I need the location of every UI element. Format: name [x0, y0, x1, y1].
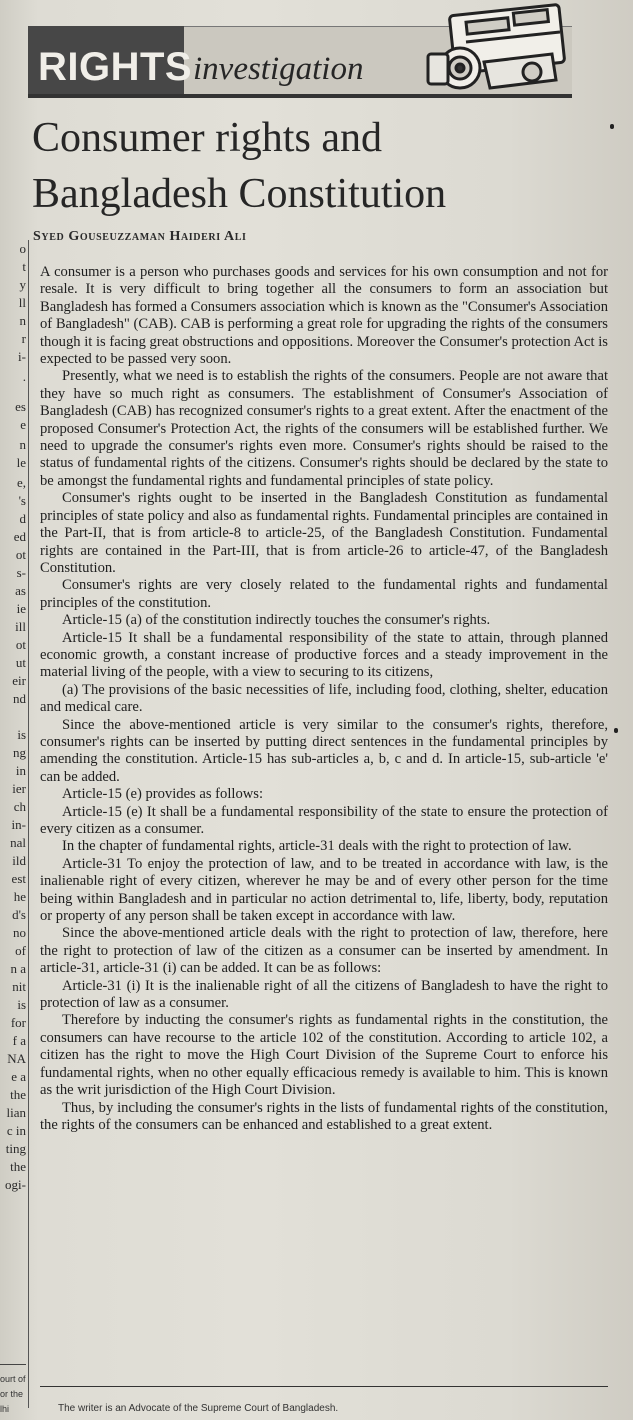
- author-byline: Syed Gouseuzzaman Haideri Ali: [33, 229, 247, 244]
- adjacent-column-fragment: ie: [16, 601, 26, 616]
- adjacent-column-fragment: the: [10, 1087, 26, 1102]
- adjacent-column-fragments: [0, 240, 26, 1420]
- adjacent-column-fragment: s-: [16, 565, 26, 580]
- adjacent-column-fragment: as: [15, 583, 26, 598]
- adjacent-column-fragment: ng: [13, 745, 26, 760]
- adjacent-column-fragment: f a: [12, 1033, 26, 1048]
- adjacent-column-fragment: is: [17, 727, 26, 742]
- adjacent-column-fragment: e a: [11, 1069, 26, 1084]
- adjacent-column-footer-rule: [0, 1364, 26, 1365]
- adjacent-column-fragment: lian: [6, 1105, 26, 1120]
- adjacent-column-fragment: est: [11, 871, 26, 886]
- adjacent-column-fragment: nit: [12, 979, 26, 994]
- adjacent-column-fragment: e,: [16, 475, 26, 490]
- adjacent-column-fragment: no: [13, 925, 26, 940]
- adjacent-column-fragment: n: [19, 437, 26, 452]
- adjacent-column-fragment: ting: [5, 1141, 26, 1156]
- article-body: [40, 264, 608, 1134]
- adjacent-column-fragment: o: [19, 241, 26, 256]
- adjacent-column-fragment: n: [19, 313, 26, 328]
- adjacent-column-footer-line: or the: [0, 1389, 24, 1399]
- section-label: RIGHTS: [38, 45, 193, 89]
- adjacent-column-footer: [0, 1372, 30, 1417]
- adjacent-column-fragment: ot: [15, 547, 26, 562]
- adjacent-column-fragment: in-: [11, 817, 26, 832]
- adjacent-column-fragment: ch: [13, 799, 26, 814]
- adjacent-column-fragment: eir: [12, 673, 26, 688]
- article-paragraph: Article-15 (e) It shall be a fundamental responsibility of the state to ensure the protection of every citizen as a consumer.: [40, 803, 608, 837]
- article-paragraph: (a) The provisions of the basic necessities of life, including food, clothing, shelter, education and medical care.: [40, 681, 608, 716]
- adjacent-column-fragment: ot: [15, 637, 26, 652]
- adjacent-column-fragment: d: [19, 511, 26, 526]
- adjacent-column-fragment: 's: [18, 493, 26, 508]
- adjacent-column-fragment: .: [22, 369, 26, 384]
- adjacent-column-fragment: e: [20, 417, 26, 432]
- article-paragraph: Article-15 (a) of the constitution indirectly touches the consumer's rights.: [62, 612, 491, 629]
- article-paragraph: Consumer's rights are very closely related to the fundamental rights and fundamental principles of the constitution.: [40, 577, 608, 611]
- adjacent-column-fragment: for: [10, 1015, 26, 1030]
- adjacent-column-fragment: d's: [12, 907, 26, 922]
- article-paragraph: Article-15 (e) provides as follows:: [62, 786, 264, 803]
- adjacent-column-fragment: ut: [15, 655, 26, 670]
- adjacent-column-footer-line: ourt of: [0, 1374, 26, 1384]
- adjacent-column-fragment: of: [15, 943, 26, 958]
- article-paragraph: Article-31 (i) It is the inalienable right of all the citizens of Bangladesh to have the right to protection of law as a consumer.: [40, 977, 608, 1012]
- adjacent-column-fragment: r: [21, 331, 26, 346]
- adjacent-column-fragment: c in: [6, 1123, 26, 1138]
- adjacent-column-fragment: nd: [13, 691, 26, 706]
- article-paragraph: In the chapter of fundamental rights, article-31 deals with the right to protection of law.: [62, 838, 572, 855]
- adjacent-column-fragment: in: [15, 763, 26, 778]
- article-paragraph: A consumer is a person who purchases goods and services for his own consumption and not for resale. It is very difficult to bring together all the consumers to form an association but Bangladesh has formed a Consumers association which is known as the "Consumer's Association of Bangladesh" (CAB). CAB is performing a great role for upgrading the rights of the consumers though it is facing great obstructions and oppositions. Moreover the Consumer's protection Act is expected to be passed very soon.: [40, 264, 608, 368]
- adjacent-column-fragment: is: [17, 997, 26, 1012]
- article-paragraph: Article-15 It shall be a fundamental responsibility of the state to attain, through planned economic growth, a constant increase of productive forces and a steady improvement in the material living of the people, with a view to securing to its citizens,: [40, 629, 608, 681]
- adjacent-column-fragment: ll: [18, 295, 26, 310]
- adjacent-column-fragment: es: [15, 399, 26, 414]
- adjacent-column-fragment: n a: [10, 961, 26, 976]
- article-paragraph: Consumer's rights ought to be inserted in the Bangladesh Constitution as fundamental principles of state policy and also as fundamental rights. Fundamental principles are contained in the Part-II, that is from article-8 to article-25, of the Bangladesh Constitution. Fundamental rights are contained in the Part-III, that is from article-26 to article-47, of the Bangladesh Constitution.: [40, 490, 608, 576]
- headline-line-1: Consumer rights and: [32, 115, 382, 161]
- adjacent-column-fragment: ild: [12, 853, 26, 868]
- adjacent-column-fragment: ier: [12, 781, 26, 796]
- article-paragraph: Article-31 To enjoy the protection of law, and to be treated in accordance with law, is the inalienable right of every citizen, wherever he may be and of every other person for the time being within Bangladesh and in particular no action detrimental to, life, liberty, body, reputation or property of any person shall be taken except in accordance with law.: [40, 855, 608, 925]
- article-paragraph: Since the above-mentioned article is very similar to the consumer's rights, therefore, consumer's rights can be inserted by putting direct sentences in the fundamental principles by amending the constitution. Article-15 has sub-articles a, b, c and d. In article-15, sub-article 'e' can be added.: [40, 716, 608, 785]
- print-speck: [610, 124, 614, 129]
- article-paragraph: Since the above-mentioned article deals with the right to protection of law, therefore, here the right to protection of law of the citizen as a consumer can be inserted by amendment. In article-31, article-31 (i) can be added. It can be as follows:: [40, 925, 608, 977]
- headline-line-2: Bangladesh Constitution: [32, 171, 447, 217]
- adjacent-column-fragment: the: [10, 1159, 26, 1174]
- article-headline: [32, 110, 446, 222]
- article-paragraph: Presently, what we need is to establish the rights of the consumers. People are not aware that they have so much right as consumers. The establishment of Consumer's Association of Bangladesh (CAB) has recognized consumer's rights to a great extent. After the enactment of the proposed Consumer's Protection Act, the rights of the consumers will be established further. We need to upgrade the consumer's rights even more. Consumer's rights should be raised to the status of fundamental rights of the citizens. Consumer's rights should be declared by the state to be amongst the fundamental rights and fundamental principles of state policy.: [40, 368, 608, 489]
- adjacent-column-fragment: nal: [10, 835, 26, 850]
- article-paragraph: Thus, by including the consumer's rights in the lists of fundamental rights of the constitution, the rights of the consumers can be enhanced and established to a great extent.: [40, 1099, 608, 1133]
- adjacent-column-fragment: he: [13, 889, 26, 904]
- adjacent-column-footer-line: lhi: [0, 1404, 10, 1414]
- adjacent-column-fragment: ill: [15, 619, 26, 634]
- column-divider: [28, 240, 29, 1408]
- print-speck: [614, 728, 618, 733]
- adjacent-column-fragment: ed: [13, 529, 26, 544]
- adjacent-column-fragment: i-: [18, 349, 26, 364]
- article-end-rule: [40, 1386, 608, 1387]
- subsection-label: investigation: [193, 51, 364, 87]
- adjacent-column-fragment: le: [16, 455, 26, 470]
- camera-illustration-icon: [420, 2, 576, 98]
- adjacent-column-fragment: NA: [7, 1051, 26, 1066]
- article-paragraph: Therefore by inducting the consumer's rights as fundamental rights in the constitution, the consumers can have recourse to the article 102 of the constitution. According to article 102, a citizen has the right to move the High Court Division of the Supreme Court to enforce his fundamental rights, when no other equally efficacious remedy is available to him. This is known as the writ jurisdiction of the High Court Division.: [40, 1012, 608, 1099]
- author-note: The writer is an Advocate of the Supreme Court of Bangladesh.: [58, 1403, 339, 1414]
- adjacent-column-fragment: t: [22, 259, 26, 274]
- adjacent-column-fragment: y: [19, 277, 26, 292]
- adjacent-column-fragment: ogi-: [5, 1177, 26, 1192]
